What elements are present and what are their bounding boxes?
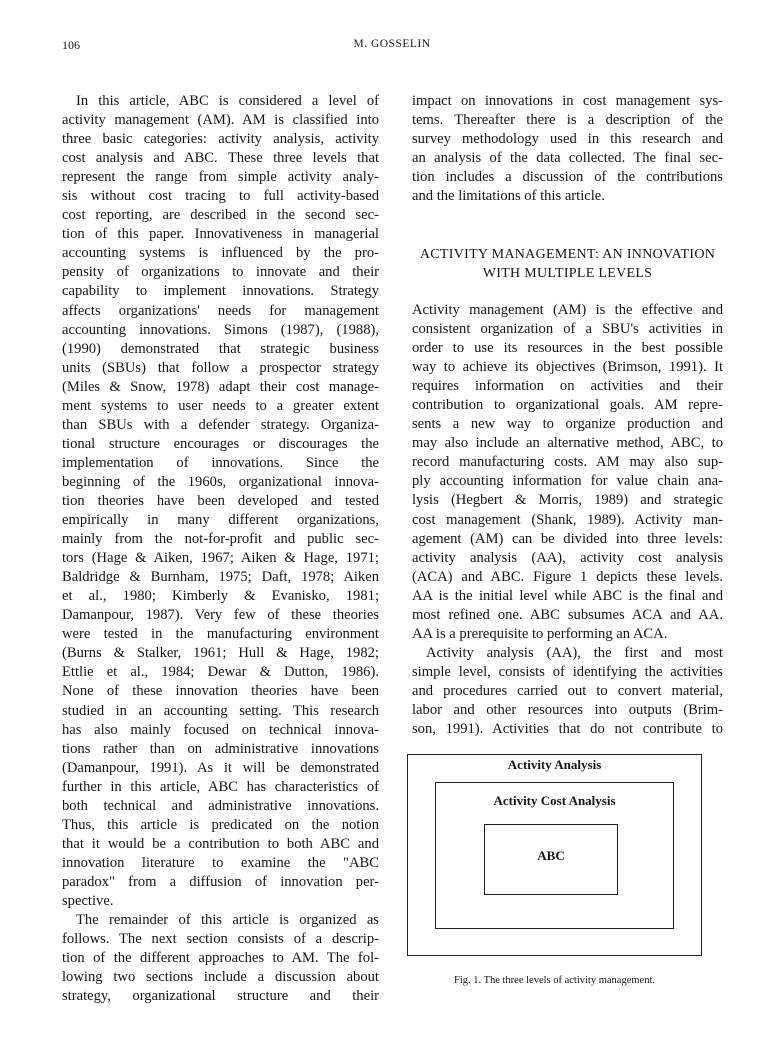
text-line: may also include an alternative method, ABC, to: [412, 435, 723, 452]
text-line: contribution to organizational goals. AM repre-: [412, 397, 723, 414]
text-line: (ACA) and ABC. Figure 1 depicts these levels.: [412, 568, 723, 585]
text-line: cost analysis and ABC. These three levels that: [62, 150, 379, 167]
text-line: tion of the different approaches to AM. The fol-: [62, 950, 379, 967]
text-line: (1990) demonstrated that strategic business: [62, 340, 379, 357]
text-line: tions rather than on administrative innovations: [62, 740, 379, 757]
text-line: units (SBUs) that follow a prospector strategy: [62, 359, 379, 376]
text-line: Ettlie et al., 1984; Dewar & Dutton, 1986).: [62, 664, 379, 681]
text-line: represent the range from simple activity analy-: [62, 169, 379, 186]
text-line: further in this article, ABC has characteristics of: [62, 778, 379, 795]
text-line: ply accounting information for value chain ana-: [412, 473, 723, 490]
text-line: follows. The next section consists of a descrip-: [62, 931, 379, 948]
text-line: strategy, organizational structure and their: [62, 988, 379, 1005]
text-line: Activity management (AM) is the effective and: [412, 302, 723, 318]
text-line: accounting innovations. Simons (1987), (1988),: [62, 321, 379, 338]
page-number: 106: [62, 38, 80, 52]
text-line: Damanpour, 1987). Very few of these theories: [62, 607, 379, 624]
text-line: AA is a prerequisite to performing an ACA.: [412, 625, 668, 642]
text-line: Baldridge & Burnham, 1975; Daft, 1978; Aiken: [62, 569, 379, 586]
text-line: tion theories have been developed and tested: [62, 492, 379, 509]
text-line: cost reporting, are described in the second sec-: [62, 207, 379, 224]
text-line: AA is the initial level while ABC is the final and: [412, 587, 723, 604]
text-line: simple level, consists of identifying the activities: [412, 663, 723, 680]
text-line: ment systems to user needs to a greater extent: [62, 397, 379, 414]
text-line: and the limitations of this article.: [412, 188, 605, 205]
text-line: lysis (Hegbert & Morris, 1989) and strategic: [412, 492, 723, 509]
text-line: pensity of organizations to innovate and their: [62, 264, 379, 281]
text-line: (Miles & Snow, 1978) adapt their cost manage-: [62, 378, 379, 395]
text-line: record manufacturing costs. AM may also sup-: [412, 454, 723, 471]
text-line: were tested in the manufacturing environment: [62, 626, 379, 643]
figure-caption: Fig. 1. The three levels of activity management.: [454, 975, 655, 986]
right-column-continuation: [412, 92, 723, 206]
text-line: (Damanpour, 1991). As it will be demonstrated: [62, 759, 379, 776]
text-line: labor and other resources into outputs (Brim-: [412, 701, 723, 718]
figure-label-activity-analysis: Activity Analysis: [507, 757, 602, 772]
text-line: The remainder of this article is organized as: [76, 912, 379, 929]
text-line: consistent organization of a SBU's activities in: [412, 321, 723, 338]
text-line: sents a new way to organize production and: [412, 416, 723, 433]
text-line: way to achieve its objectives (Brimson, 1991). It: [412, 359, 723, 376]
text-line: has also mainly focused on technical innova-: [62, 721, 379, 738]
text-line: (Burns & Stalker, 1961; Hull & Hage, 1982;: [62, 645, 379, 662]
text-line: activity management (AM). AM is classified into: [62, 112, 379, 129]
text-line: tems. Thereafter there is a description of the: [412, 112, 723, 129]
text-line: capability to implement innovations. Strategy: [62, 283, 379, 300]
text-line: both technical and administrative innovations.: [62, 797, 379, 814]
text-line: innovation literature to examine the "ABC: [62, 854, 379, 871]
section-heading-line-2: WITH MULTIPLE LEVELS: [482, 266, 653, 281]
text-line: Activity analysis (AA), the first and most: [426, 644, 723, 661]
text-line: that it would be a contribution to both ABC and: [62, 835, 379, 852]
text-line: cost management (Shank, 1989). Activity man-: [412, 511, 723, 528]
running-head: M. GOSSELIN: [353, 38, 431, 50]
text-line: activity analysis (AA), activity cost analysis: [412, 549, 723, 566]
section-heading-line-1: ACTIVITY MANAGEMENT: AN INNOVATION: [419, 247, 716, 262]
text-line: requires information on activities and their: [412, 378, 723, 395]
text-line: None of these innovation theories have been: [62, 683, 379, 700]
text-line: three basic categories: activity analysis, activity: [62, 131, 379, 148]
text-line: impact on innovations in cost management sys-: [412, 93, 723, 109]
text-line: survey methodology used in this research and: [412, 131, 723, 148]
text-line: an analysis of the data collected. The final sec-: [412, 150, 723, 167]
text-line: empirically in many different organizations,: [62, 512, 379, 529]
text-line: than SBUs with a defender strategy. Organiza-: [62, 416, 379, 433]
left-column: [62, 92, 379, 1006]
text-line: In this article, ABC is considered a level of: [76, 93, 379, 109]
right-column-body: [412, 301, 723, 739]
figure-label-abc: ABC: [537, 848, 565, 863]
text-line: sis without cost tracing to full activity-based: [62, 188, 379, 205]
text-line: tion includes a discussion of the contributions: [412, 169, 723, 186]
text-line: beginning of the 1960s, organizational innova-: [62, 473, 379, 490]
figure-label-activity-cost-analysis: Activity Cost Analysis: [493, 793, 616, 808]
section-heading: [412, 245, 723, 283]
text-line: and procedures carried out to convert material,: [412, 682, 723, 699]
text-line: implementation of innovations. Since the: [62, 454, 379, 471]
text-line: affects organizations' needs for management: [62, 302, 379, 319]
text-line: order to use its resources in the best possible: [412, 340, 723, 357]
text-line: tional structure encourages or discourages the: [62, 435, 379, 452]
text-line: studied in an accounting setting. This research: [62, 702, 379, 719]
text-line: tors (Hage & Aiken, 1967; Aiken & Hage, 1971;: [62, 550, 379, 567]
text-line: et al., 1980; Kimberly & Evanisko, 1981;: [62, 588, 379, 605]
text-line: most refined one. ABC subsumes ACA and AA.: [412, 606, 723, 623]
text-line: Thus, this article is predicated on the notion: [62, 816, 379, 833]
text-line: agement (AM) can be divided into three levels:: [412, 530, 723, 547]
text-line: lowing two sections include a discussion about: [62, 969, 379, 986]
text-line: mainly from the not-for-profit and public sec-: [62, 531, 379, 548]
text-line: son, 1991). Activities that do not contribute to: [412, 721, 723, 738]
text-line: tion of this paper. Innovativeness in managerial: [62, 226, 379, 243]
text-line: paradox" from a diffusion of innovation per-: [62, 873, 379, 890]
text-line: spective.: [62, 892, 114, 909]
text-line: accounting systems is influenced by the pro-: [62, 245, 379, 262]
